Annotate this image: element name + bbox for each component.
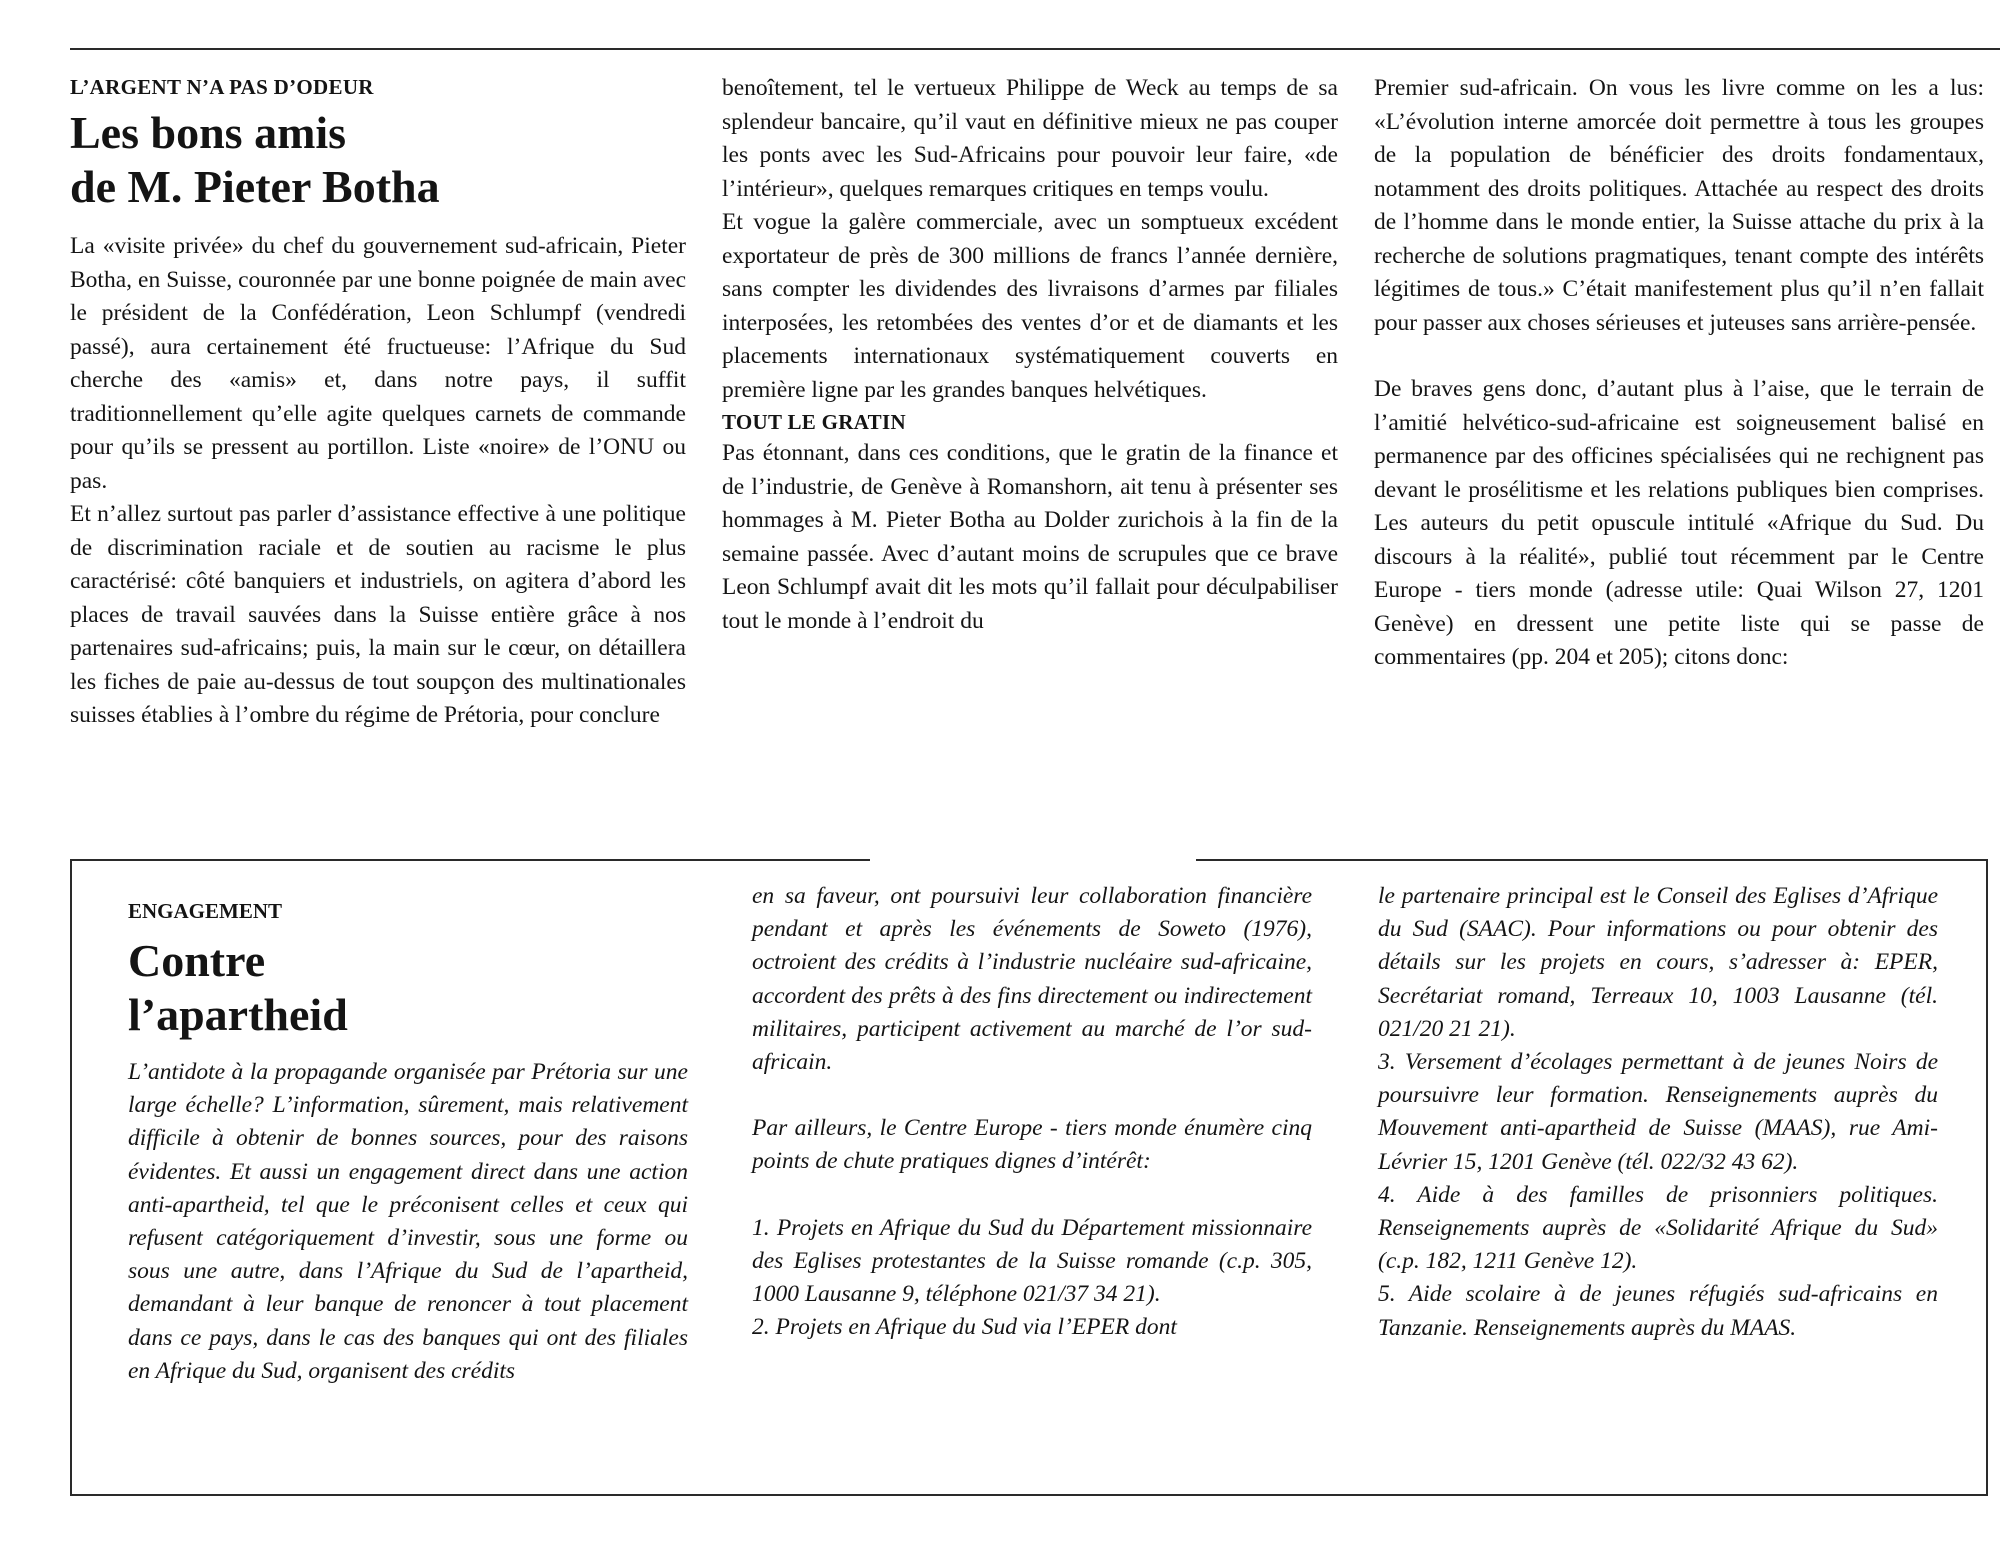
sidebar-headline-line-2: l’apartheid xyxy=(128,989,348,1040)
article-column-1 xyxy=(70,72,686,733)
sidebar-column-1 xyxy=(128,896,688,1388)
article-subheading: TOUT LE GRATIN xyxy=(722,410,906,434)
paragraph-gap xyxy=(752,1079,1312,1112)
article-headline-line-2: de M. Pieter Botha xyxy=(70,161,440,212)
sidebar-paragraph: le partenaire principal est le Conseil des Eglises d’Afrique du Sud (SAAC). Pour informations ou pour obtenir des détails sur les projets en cours, s’adresser à: EPER, Secrétariat romand, Terreaux 10, 1003 Lausanne (tél. 021/20 21 21). xyxy=(1378,883,1938,1042)
article-paragraph: Premier sud-africain. On vous les livre comme on les a lus: «L’évolution interne amorcée doit permettre à tous les groupes de la population de bénéficier des droits fondamentaux, notamment des droits politiques. Attachée au respect des droits de l’homme dans le monde entier, la Suisse attache du prix à la recherche de solutions pragmatiques, tenant compte des intérêts légitimes de tous.» C’était manifestement plus qu’il n’en fallait pour passer aux choses sérieuses et juteuses sans arrière-pensée. xyxy=(1374,75,1984,336)
sidebar-list-item: 1. Projets en Afrique du Sud du Département missionnaire des Eglises protestantes de la Suisse romande (c.p. 305, 1000 Lausanne 9, téléphone 021/37 34 21). xyxy=(752,1214,1312,1308)
article-kicker: L’ARGENT N’A PAS D’ODEUR xyxy=(70,75,374,99)
article-paragraph: La «visite privée» du chef du gouvernement sud-africain, Pieter Botha, en Suisse, couronnée par une bonne poignée de main avec le président de la Confédération, Leon Schlumpf (vendredi passé), aura certainement été fructueuse: l’Afrique du Sud cherche des «amis» et, dans notre pays, il suffit traditionnellement qu’elle agite quelques carnets de commande pour qu’ils se pressent au portillon. Liste «noire» de l’ONU ou pas. xyxy=(70,233,686,494)
sidebar-list-item: 4. Aide à des familles de prisonniers politiques. Renseignements auprès de «Solidarité Afrique du Sud» (c.p. 182, 1211 Genève 12). xyxy=(1378,1181,1938,1275)
article-column-3 xyxy=(1374,72,1984,675)
article-column-2 xyxy=(722,72,1338,638)
sidebar-paragraph: L’antidote à la propagande organisée par Prétoria sur une large échelle? L’information, sûrement, mais relativement difficile à obtenir de bonnes sources, pour des raisons évidentes. Et aussi un engagement direct dans une action anti-apartheid, tel que le préconisent celles et ceux qui refusent catégoriquement d’investir, sous une forme ou sous une autre, dans l’Afrique du Sud de l’apartheid, demandant à leur banque de renoncer à tout placement dans ce pays, dans le cas des banques qui ont des filiales en Afrique du Sud, organisent des crédits xyxy=(128,1059,688,1384)
sidebar-paragraph: en sa faveur, ont poursuivi leur collaboration financière pendant et après les événements de Soweto (1976), octroient des crédits à l’industrie nucléaire sud-africaine, accordent des prêts à des fins directement ou indirectement militaires, participent activement au marché de l’or sud-africain. xyxy=(752,883,1312,1076)
article-paragraph: Et vogue la galère commerciale, avec un somptueux excédent exportateur de près de 300 millions de francs l’année dernière, sans compter les dividendes des livraisons d’armes par filiales interposées, les retombées des ventes d’or et de diamants et les placements internationaux systématiquement couverts en première ligne par les grandes banques helvétiques. xyxy=(722,209,1338,403)
sidebar-list-item: 2. Projets en Afrique du Sud via l’EPER dont xyxy=(752,1314,1177,1341)
article-paragraph: Pas étonnant, dans ces conditions, que le gratin de la finance et de l’industrie, de Genève à Romanshorn, ait tenu à présenter ses hommages à M. Pieter Botha au Dolder zurichois à la fin de la semaine passée. Avec d’autant moins de scrupules que ce brave Leon Schlumpf avait dit les mots qu’il fallait pour déculpabiliser tout le monde à l’endroit du xyxy=(722,440,1338,634)
paragraph-gap xyxy=(1374,340,1984,373)
article-headline xyxy=(70,106,686,214)
sidebar-headline-line-1: Contre xyxy=(128,935,266,986)
article-paragraph: De braves gens donc, d’autant plus à l’aise, que le terrain de l’amitié helvético-sud-africaine est soigneusement balisé en permanence par des officines spécialisées qui ne rechignent pas devant le prosélitisme et les relations publiques bien comprises. Les auteurs du petit opuscule intitulé «Afrique du Sud. Du discours à la réalité», publié tout récemment par le Centre Europe - tiers monde (adresse utile: Quai Wilson 27, 1201 Genève) en dressent une petite liste qui se passe de commentaires (pp. 204 et 205); citons donc: xyxy=(1374,376,1984,670)
sidebar-column-2 xyxy=(752,880,1312,1344)
sidebar-list-item: 3. Versement d’écolages permettant à de jeunes Noirs de poursuivre leur formation. Renseignements auprès du Mouvement anti-apartheid de Suisse (MAAS), rue Ami-Lévrier 15, 1201 Genève (tél. 022/32 43 62). xyxy=(1378,1049,1938,1175)
top-rule xyxy=(70,48,2000,50)
sidebar-paragraph: Par ailleurs, le Centre Europe - tiers monde énumère cinq points de chute pratiques dignes d’intérêt: xyxy=(752,1115,1312,1175)
sidebar-column-3 xyxy=(1378,880,1938,1345)
article-headline-line-1: Les bons amis xyxy=(70,107,347,158)
sidebar-list-item: 5. Aide scolaire à de jeunes réfugiés sud-africains en Tanzanie. Renseignements auprès du MAAS. xyxy=(1378,1281,1938,1341)
paragraph-gap xyxy=(752,1179,1312,1212)
sidebar-headline xyxy=(128,934,688,1042)
article-paragraph: Et n’allez surtout pas parler d’assistance effective à une politique de discrimination raciale et de soutien au racisme le plus caractérisé: côté banquiers et industriels, on agitera d’abord les places de travail sauvées dans la Suisse entière grâce à nos partenaires sud-africains; puis, la main sur le cœur, on détaillera les fiches de paie au-dessus de tout soupçon des multinationales suisses établies à l’ombre du régime de Prétoria, pour conclure xyxy=(70,501,686,728)
article-paragraph: benoîtement, tel le vertueux Philippe de Weck au temps de sa splendeur bancaire, qu’il vaut en définitive mieux ne pas couper les ponts avec les Sud-Africains pour pouvoir leur faire, «de l’intérieur», quelques remarques critiques en temps voulu. xyxy=(722,75,1338,202)
sidebar-kicker: ENGAGEMENT xyxy=(128,899,283,923)
